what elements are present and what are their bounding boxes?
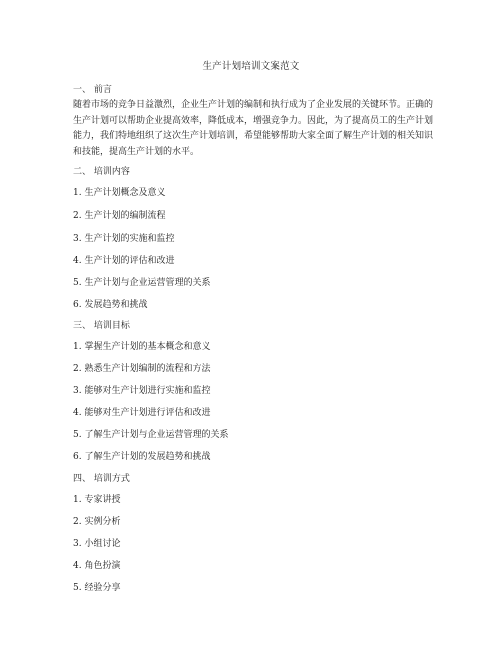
preface-paragraph: 随着市场的竞争日益激烈，企业生产计划的编制和执行成为了企业发展的关键环节。正确的生产计划可以帮助企业提高效率，降低成本，增强竞争力。因此，为了提高员工的生产计划能力，我们特地组织了这次生产计划培训，希望能够帮助大家全面了解生产计划的相关知识和技能，提高生产计划的水平。 xyxy=(73,100,434,157)
list-item: 4. 角色扮演 xyxy=(73,561,121,571)
list-item: 3. 能够对生产计划进行实施和监控 xyxy=(73,386,211,396)
list-item: 2. 熟悉生产计划编制的流程和方法 xyxy=(73,364,211,374)
list-item: 5. 了解生产计划与企业运营管理的关系 xyxy=(73,430,229,440)
list-item: 4. 能够对生产计划进行评估和改进 xyxy=(73,408,211,418)
list-item: 1. 专家讲授 xyxy=(73,495,121,505)
list-item: 1. 掌握生产计划的基本概念和意义 xyxy=(73,342,211,352)
list-item: 6. 发展趋势和挑战 xyxy=(73,300,148,310)
section-heading-content: 二、 培训内容 xyxy=(73,167,130,177)
list-item: 3. 生产计划的实施和监控 xyxy=(73,234,175,244)
section-heading-methods: 四、 培训方式 xyxy=(73,474,130,484)
section-heading-preface: 一、 前言 xyxy=(73,85,112,95)
section-heading-goals: 三、 培训目标 xyxy=(73,321,130,331)
list-item: 6. 了解生产计划的发展趋势和挑战 xyxy=(73,452,211,462)
document-title: 生产计划培训文案范文 xyxy=(202,61,300,72)
list-item: 5. 生产计划与企业运营管理的关系 xyxy=(73,278,211,288)
list-item: 5. 经验分享 xyxy=(73,583,121,593)
list-item: 3. 小组讨论 xyxy=(73,539,121,549)
list-item: 4. 生产计划的评估和改进 xyxy=(73,256,175,266)
list-item: 2. 生产计划的编制流程 xyxy=(73,211,166,221)
list-item: 1. 生产计划概念及意义 xyxy=(73,188,166,198)
list-item: 2. 实例分析 xyxy=(73,517,121,527)
